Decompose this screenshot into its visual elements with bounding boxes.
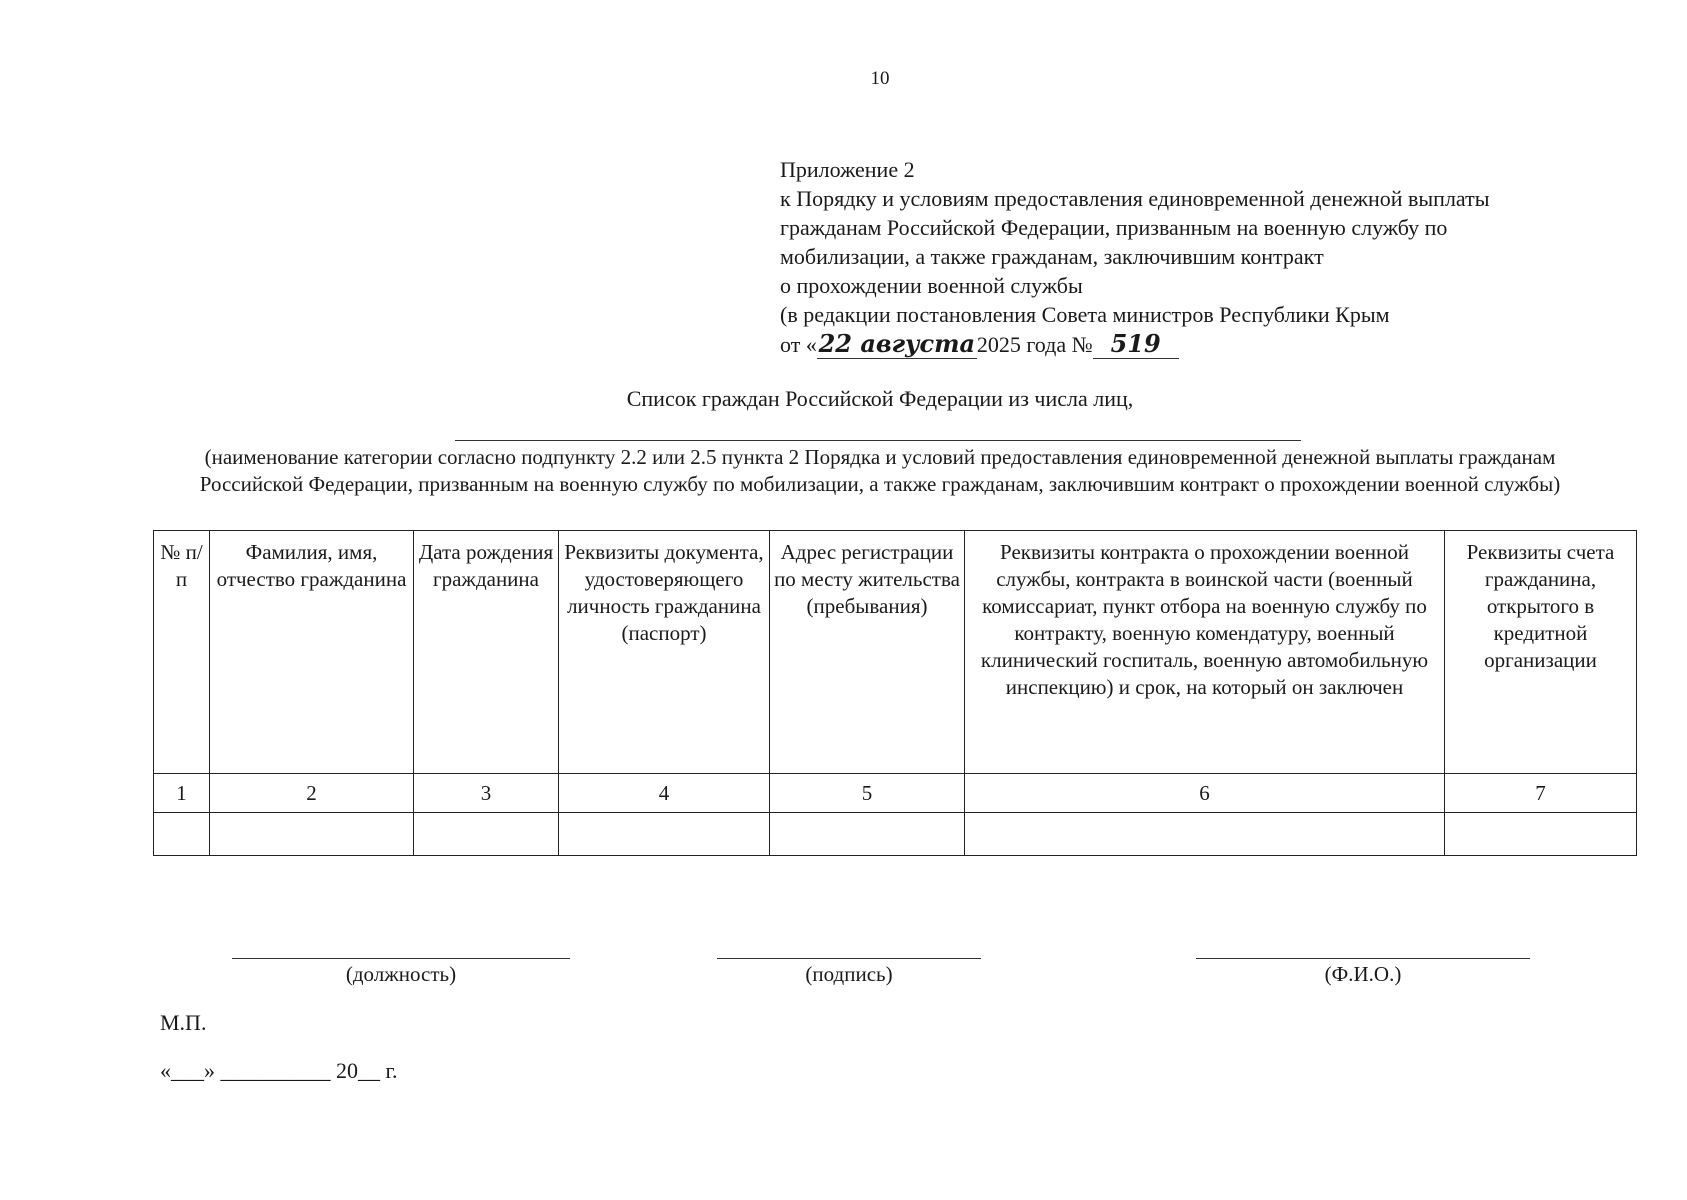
appendix-title: Приложение 2 — [780, 157, 915, 182]
header-contract-details: Реквизиты контракта о прохождении военной службы, контракта в воинской части (военный комиссариат, пункт отбора на военную службу по контракту, военную комендатуру, военный клинический госпиталь, военную автомобильную инспекцию) и срок, на который он заключен — [965, 531, 1445, 774]
table-cell[interactable] — [154, 813, 210, 856]
signature-label: (подпись) — [805, 962, 893, 986]
table-row — [154, 774, 1637, 813]
page-number: 10 — [870, 68, 890, 89]
appendix-line: (в редакции постановления Совета министров Республики Крым — [780, 302, 1390, 327]
table-row — [154, 813, 1637, 856]
stamp-label: М.П. — [160, 1010, 207, 1035]
header-identity-document: Реквизиты документа, удостоверяющего личность гражданина (паспорт) — [559, 531, 770, 774]
handwritten-date: 22 августа — [818, 329, 976, 358]
table-cell[interactable] — [559, 813, 770, 856]
header-number: № п/п — [154, 531, 210, 774]
appendix-date-line — [780, 329, 1490, 359]
appendix-line: мобилизации, а также гражданам, заключившим контракт — [780, 244, 1324, 269]
column-number: 5 — [770, 774, 965, 813]
column-number: 4 — [559, 774, 770, 813]
header-full-name: Фамилия, имя, отчество гражданина — [210, 531, 414, 774]
name-label: (Ф.И.О.) — [1324, 962, 1402, 986]
date-year: 2025 года № — [976, 332, 1093, 357]
table-cell[interactable] — [770, 813, 965, 856]
position-line — [232, 958, 570, 959]
position-label: (должность) — [345, 962, 457, 986]
table-header-row — [154, 531, 1637, 774]
header-birth-date: Дата рождения гражданина — [414, 531, 559, 774]
appendix-line: о прохождении военной службы — [780, 273, 1083, 298]
table-cell[interactable] — [1445, 813, 1637, 856]
column-number: 2 — [210, 774, 414, 813]
handwritten-number: 519 — [1093, 329, 1179, 359]
name-line — [1196, 958, 1530, 959]
signing-date-line: «___» __________ 20__ г. — [160, 1058, 398, 1083]
column-number: 6 — [965, 774, 1445, 813]
table-cell[interactable] — [965, 813, 1445, 856]
appendix-line: к Порядку и условиям предоставления единовременной денежной выплаты — [780, 186, 1490, 211]
table-cell[interactable] — [414, 813, 559, 856]
appendix-block — [780, 155, 1490, 359]
column-number: 1 — [154, 774, 210, 813]
column-number: 7 — [1445, 774, 1637, 813]
category-note: (наименование категории согласно подпункту 2.2 или 2.5 пункта 2 Порядка и условий предоставления единовременной денежной выплаты гражданам Российской Федерации, призванным на военную службу по мобилизации, а также гражданам, заключившим контракт о прохождении военной службы) — [199, 445, 1561, 496]
header-address: Адрес регистрации по месту жительства (пребывания) — [770, 531, 965, 774]
table-cell[interactable] — [210, 813, 414, 856]
appendix-line: гражданам Российской Федерации, призванным на военную службу по — [780, 215, 1448, 240]
citizens-table — [153, 530, 1637, 856]
date-prefix: от « — [780, 332, 817, 357]
header-bank-account: Реквизиты счета гражданина, открытого в кредитной организации — [1445, 531, 1637, 774]
column-number: 3 — [414, 774, 559, 813]
category-fill-line — [455, 440, 1301, 441]
signature-line — [717, 958, 981, 959]
list-title: Список граждан Российской Федерации из числа лиц, — [626, 386, 1134, 411]
